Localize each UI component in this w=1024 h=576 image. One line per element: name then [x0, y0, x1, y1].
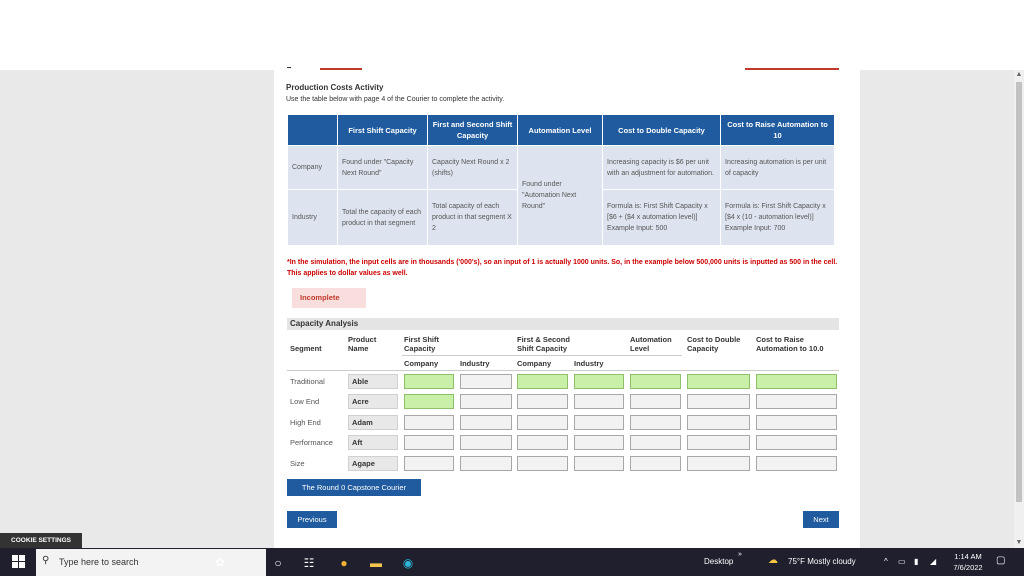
chrome-icon[interactable]: ●: [340, 556, 348, 570]
company-second-shift-input[interactable]: [517, 435, 568, 450]
sub-header-industry: Industry: [574, 359, 604, 368]
cost-double-input[interactable]: [687, 415, 750, 430]
industry-cost-double-desc: Formula is: First Shift Capacity x [$6 + ($4 x automation level)] Example Input: 500: [603, 190, 721, 246]
cost-double-input[interactable]: [687, 374, 750, 389]
col-header-segment: Segment: [290, 344, 322, 353]
automation-level-input[interactable]: [630, 456, 681, 471]
status-badge: Incomplete: [292, 288, 366, 308]
automation-level-desc: Found under "Automation Next Round": [518, 146, 603, 246]
cost-raise-input[interactable]: [756, 374, 837, 389]
company-first-shift-input[interactable]: [404, 374, 454, 389]
task-view-icon[interactable]: ○: [274, 556, 282, 570]
desktop-label[interactable]: Desktop: [704, 557, 734, 566]
taskbar-clock[interactable]: [948, 551, 988, 573]
page-subtitle: Use the table below with page 4 of the Courier to complete the activity.: [286, 96, 505, 103]
industry-first-shift-input[interactable]: [460, 374, 512, 389]
company-second-shift-input[interactable]: [517, 415, 568, 430]
segment-label: Low End: [290, 397, 320, 406]
industry-first-shift-input[interactable]: [460, 415, 512, 430]
clock-date: 7/6/2022: [953, 563, 983, 572]
company-cost-double-desc: Increasing capacity is $6 per unit with an adjustment for automation.: [603, 146, 721, 190]
company-first-shift-input[interactable]: [404, 415, 454, 430]
search-highlight-icon[interactable]: ✿: [215, 557, 225, 569]
weather-text[interactable]: 75°F Mostly cloudy: [788, 557, 856, 566]
company-second-shift-desc: Capacity Next Round x 2 (shifts): [428, 146, 518, 190]
segment-label: Performance: [290, 438, 333, 447]
next-button[interactable]: Next: [803, 511, 839, 528]
company-first-shift-input[interactable]: [404, 435, 454, 450]
sub-header-company: Company: [404, 359, 439, 368]
company-second-shift-input[interactable]: [517, 374, 568, 389]
segment-label: Size: [290, 459, 305, 468]
industry-second-shift-input[interactable]: [574, 374, 624, 389]
industry-first-shift-input[interactable]: [460, 435, 512, 450]
industry-second-shift-input[interactable]: [574, 456, 624, 471]
info-header: Cost to Raise Automation to 10: [721, 115, 835, 146]
scroll-down-icon[interactable]: ▼: [1015, 539, 1023, 546]
automation-level-input[interactable]: [630, 374, 681, 389]
col-header-automation: Automation Level: [630, 335, 672, 353]
tab-underline-right: [745, 68, 839, 70]
industry-first-shift-input[interactable]: [460, 456, 512, 471]
row-label-company: Company: [288, 146, 338, 190]
company-cost-raise-desc: Increasing automation is per unit of capacity: [721, 146, 835, 190]
info-header: First and Second Shift Capacity: [428, 115, 518, 146]
col-header-product: Product Name: [348, 335, 377, 353]
company-first-shift-input[interactable]: [404, 456, 454, 471]
product-name: Aft: [348, 435, 398, 450]
header-bottom-divider: [287, 370, 839, 371]
industry-second-shift-input[interactable]: [574, 394, 624, 409]
info-table: [287, 114, 835, 246]
scroll-up-icon[interactable]: ▲: [1015, 71, 1023, 78]
industry-first-shift-desc: Total the capacity of each product in that segment: [338, 190, 428, 246]
info-header: Automation Level: [518, 115, 603, 146]
cost-raise-input[interactable]: [756, 456, 837, 471]
company-first-shift-input[interactable]: [404, 394, 454, 409]
product-name: Able: [348, 374, 398, 389]
company-first-shift-desc: Found under "Capacity Next Round": [338, 146, 428, 190]
automation-level-input[interactable]: [630, 394, 681, 409]
segment-label: Traditional: [290, 377, 325, 386]
network-icon[interactable]: ▭: [898, 557, 906, 566]
cost-raise-input[interactable]: [756, 394, 837, 409]
automation-level-input[interactable]: [630, 435, 681, 450]
row-label-industry: Industry: [288, 190, 338, 246]
col-header-first-shift: First Shift Capacity: [404, 335, 439, 353]
cost-double-input[interactable]: [687, 435, 750, 450]
col-header-second-shift: First & Second Shift Capacity: [517, 335, 570, 353]
product-name: Acre: [348, 394, 398, 409]
col-header-cost-double: Cost to Double Capacity: [687, 335, 741, 353]
industry-second-shift-desc: Total capacity of each product in that segment X 2: [428, 190, 518, 246]
company-second-shift-input[interactable]: [517, 394, 568, 409]
weather-icon: ☁: [768, 555, 778, 566]
cookie-settings-button[interactable]: COOKIE SETTINGS: [0, 533, 82, 548]
tab-underline-left: [320, 68, 362, 70]
info-header: Cost to Double Capacity: [603, 115, 721, 146]
sub-header-industry: Industry: [460, 359, 490, 368]
windows-start-icon[interactable]: [12, 555, 26, 569]
battery-icon[interactable]: ▮: [914, 557, 919, 566]
company-second-shift-input[interactable]: [517, 456, 568, 471]
industry-first-shift-input[interactable]: [460, 394, 512, 409]
automation-level-input[interactable]: [630, 415, 681, 430]
search-icon: ⚲: [42, 555, 50, 566]
industry-cost-raise-desc: Formula is: First Shift Capacity x [$4 x (10 - automation level)] Example Input: 700: [721, 190, 835, 246]
taskbar-search-placeholder: Type here to search: [59, 557, 139, 567]
clock-time: 1:14 AM: [954, 552, 982, 561]
edge-icon[interactable]: ◉: [402, 556, 414, 570]
info-header-blank: [288, 115, 338, 146]
cost-raise-input[interactable]: [756, 415, 837, 430]
divider: [287, 67, 291, 68]
file-explorer-icon[interactable]: ▬: [370, 556, 382, 570]
previous-button[interactable]: Previous: [287, 511, 337, 528]
info-header: First Shift Capacity: [338, 115, 428, 146]
page-title: Production Costs Activity: [286, 83, 384, 92]
segment-label: High End: [290, 418, 321, 427]
simulation-note: *In the simulation, the input cells are in thousands ('000's), so an input of 1 is actually 1000 units. So, in the example below 500,000 units is inputted as 500 in the cell. This applies to dollar values as well.: [287, 259, 838, 277]
notification-icon[interactable]: ▢: [996, 555, 1006, 566]
scroll-thumb[interactable]: [1016, 82, 1022, 502]
cost-double-input[interactable]: [687, 394, 750, 409]
widgets-icon[interactable]: ☷: [303, 556, 315, 570]
industry-second-shift-input[interactable]: [574, 435, 624, 450]
cost-double-input[interactable]: [687, 456, 750, 471]
product-name: Adam: [348, 415, 398, 430]
sub-header-company: Company: [517, 359, 552, 368]
header-divider: [402, 355, 682, 356]
volume-icon[interactable]: ◢: [930, 557, 937, 566]
chevron-right-icon[interactable]: »: [738, 551, 742, 558]
industry-second-shift-input[interactable]: [574, 415, 624, 430]
browser-top-area: [0, 0, 1024, 70]
cost-raise-input[interactable]: [756, 435, 837, 450]
courier-link-button[interactable]: The Round 0 Capstone Courier: [287, 479, 421, 496]
col-header-cost-raise: Cost to Raise Automation to 10.0: [756, 335, 824, 353]
chevron-up-icon[interactable]: ^: [884, 557, 888, 566]
product-name: Agape: [348, 456, 398, 471]
capacity-analysis-title: Capacity Analysis: [287, 318, 839, 330]
